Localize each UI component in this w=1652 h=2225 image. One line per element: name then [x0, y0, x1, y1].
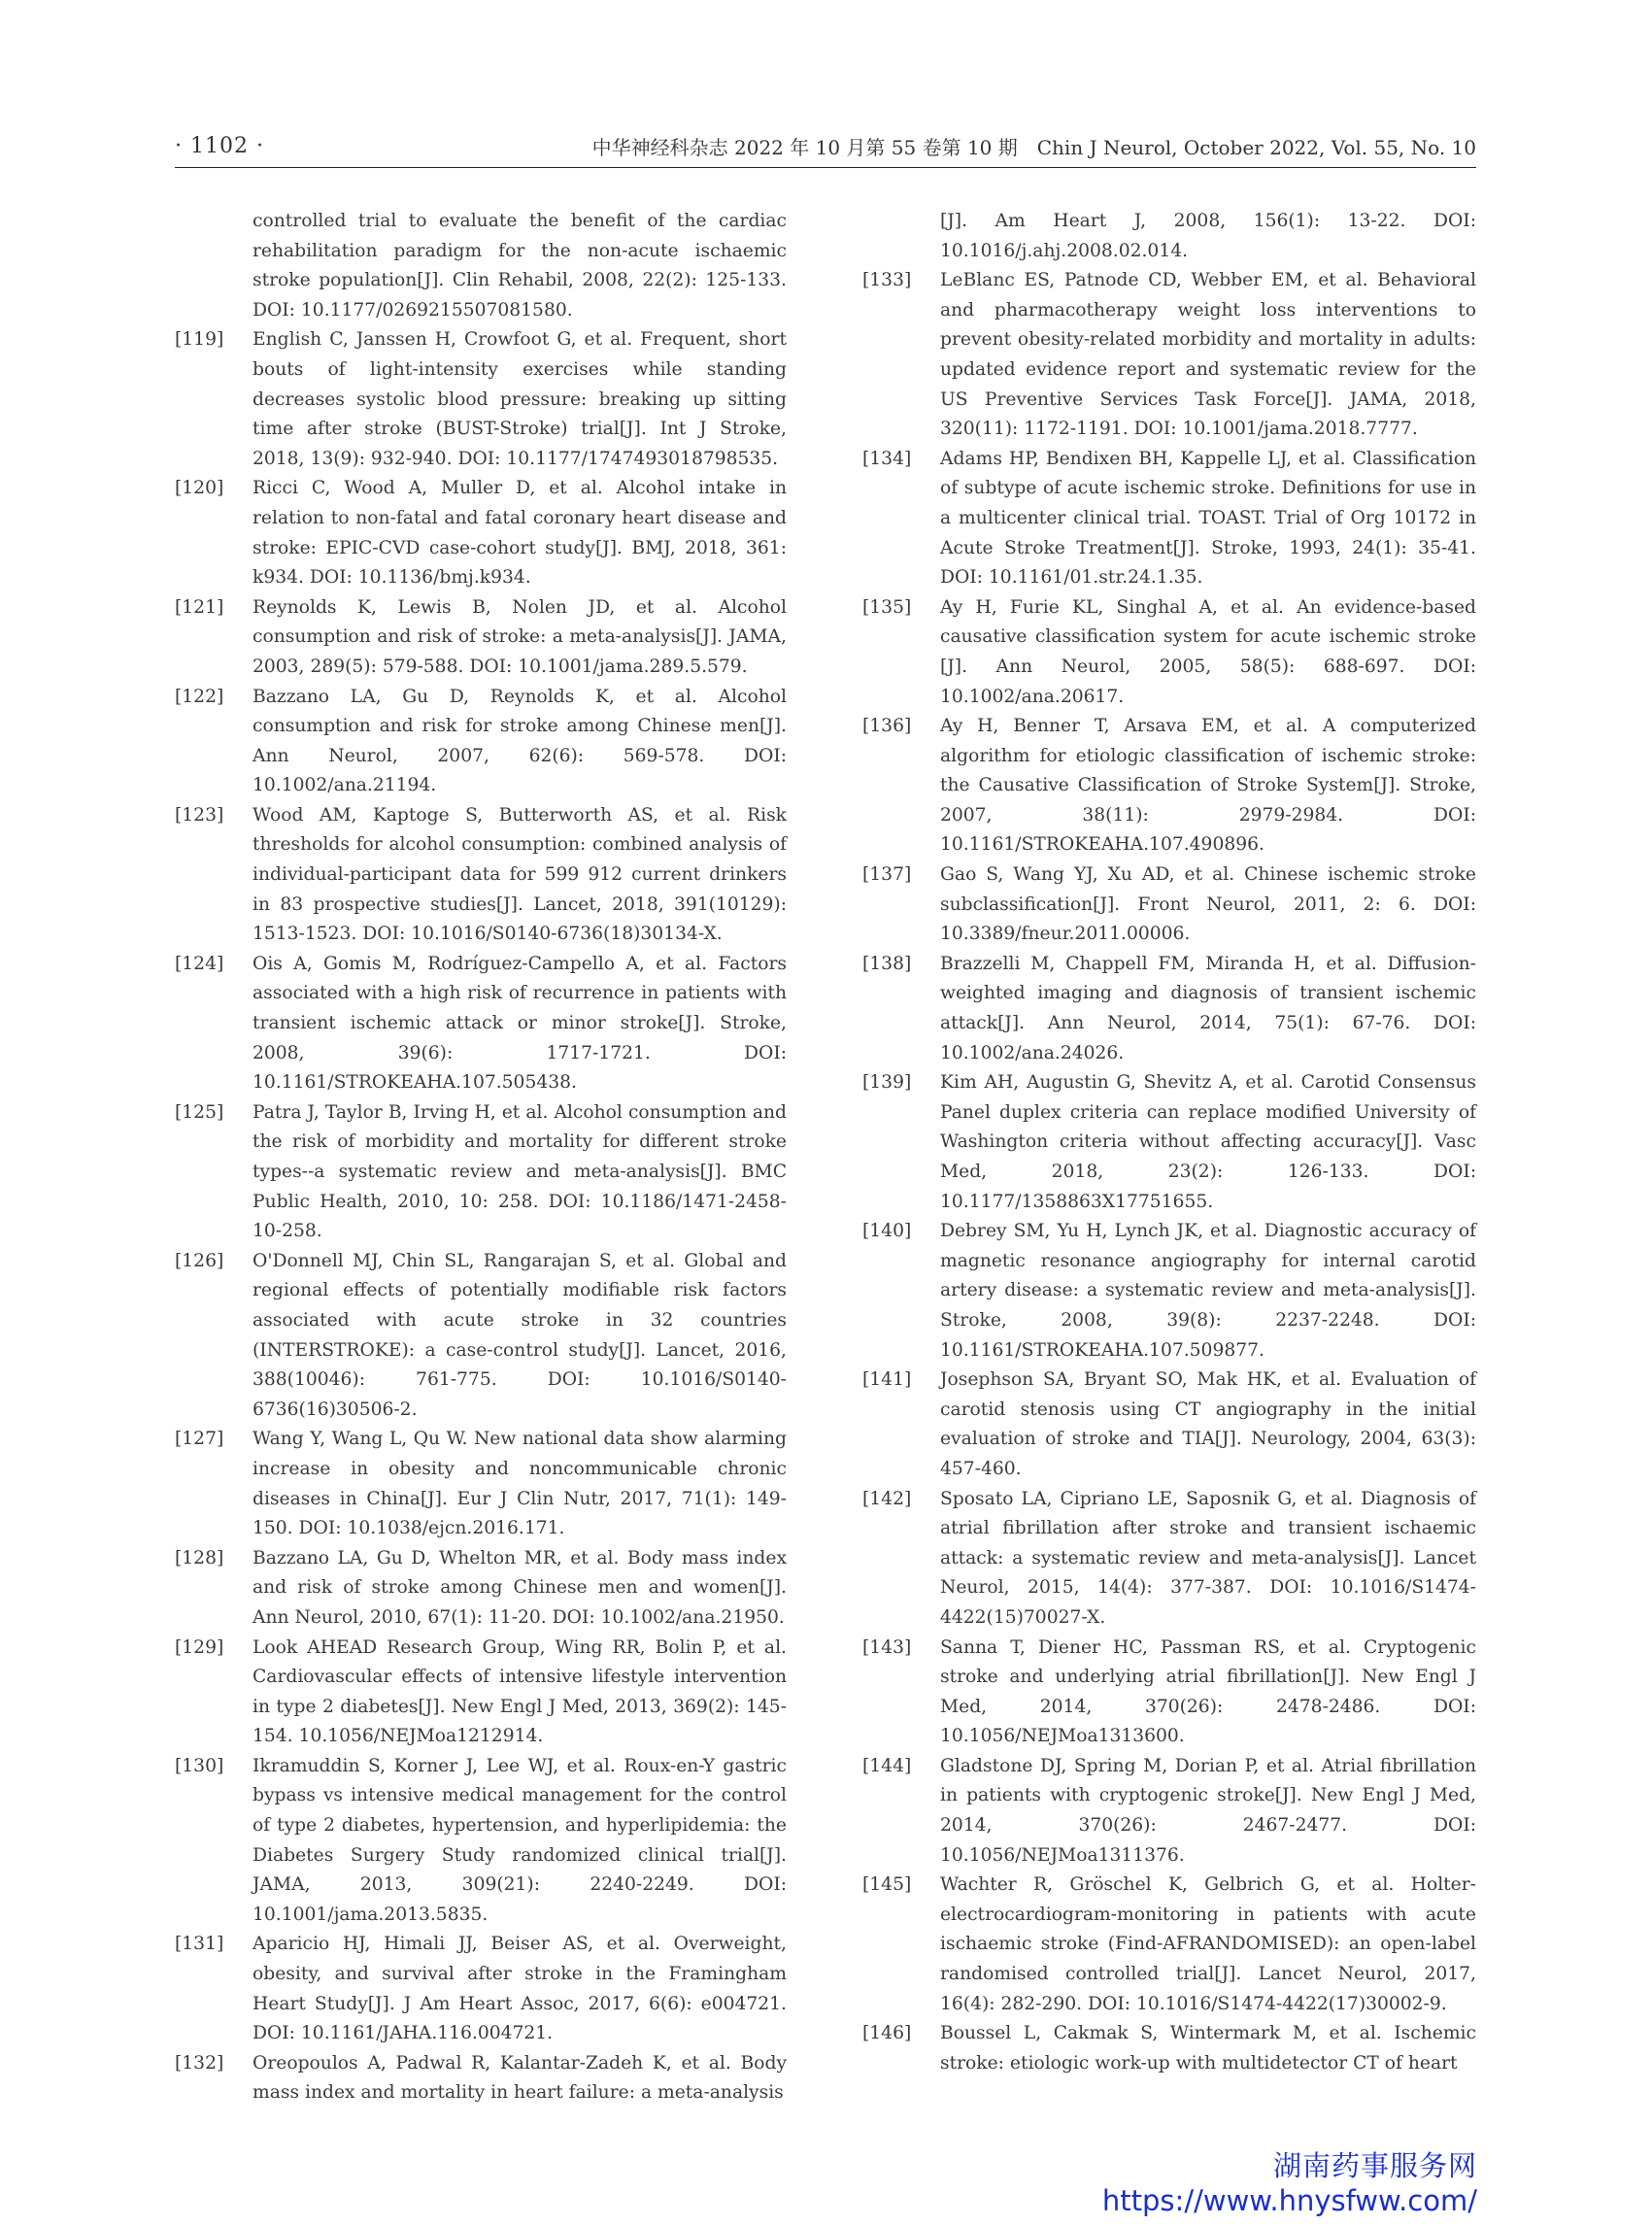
reference-entry — [175, 2049, 787, 2108]
reference-number: [135] — [862, 596, 912, 618]
reference-number: [131] — [175, 1934, 224, 1955]
reference-number: [134] — [862, 448, 912, 469]
reference-text: controlled trial to evaluate the benefit of the cardiac rehabilitation paradigm for the non-acute ischaemic stroke population[J]. Clin Rehabil, 2008, 22(2): 125-133. DOI: 10.1177/0269215507081580. — [253, 211, 787, 320]
reference-text: Boussel L, Cakmak S, Wintermark M, et al. Ischemic stroke: etiologic work-up with multidetector CT of heart — [940, 2023, 1476, 2073]
reference-text: Gladstone DJ, Spring M, Dorian P, et al. Atrial fibrillation in patients with cryptogenic stroke[J]. New Engl J Med, 2014, 370(26): 2467-2477. DOI: 10.1056/NEJMoa1311376. — [940, 1755, 1476, 1866]
reference-text: Ay H, Furie KL, Singhal A, et al. An evidence-based causative classification system for acute ischemic stroke [J]. Ann Neurol, 2005, 58(5): 688-697. DOI: 10.1002/ana.20617. — [940, 596, 1476, 707]
reference-number: [120] — [175, 478, 224, 499]
reference-number: [146] — [862, 2023, 912, 2044]
reference-text: [J]. Am Heart J, 2008, 156(1): 13-22. DOI: 10.1016/j.ahj.2008.02.014. — [940, 211, 1476, 261]
reference-number: [124] — [175, 953, 224, 974]
reference-entry — [175, 593, 787, 683]
reference-number: [122] — [175, 686, 224, 707]
reference-text: Look AHEAD Research Group, Wing RR, Bolin P, et al. Cardiovascular effects of intensive lifestyle intervention in type 2 diabetes[J]. New Engl J Med, 2013, 369(2): 145-154. 10.1056/NEJMoa1212914. — [253, 1636, 787, 1747]
reference-entry — [175, 1634, 787, 1752]
reference-text: Reynolds K, Lewis B, Nolen JD, et al. Alcohol consumption and risk of stroke: a meta-analysis[J]. JAMA, 2003, 289(5): 579-588. DOI: 10.1001/jama.289.5.579. — [253, 596, 787, 677]
reference-text: Wang Y, Wang L, Qu W. New national data show alarming increase in obesity and noncommunicable chronic diseases in China[J]. Eur J Clin Nutr, 2017, 71(1): 149-150. DOI: 10.1038/ejcn.2016.171. — [253, 1429, 787, 1539]
reference-entry — [175, 474, 787, 592]
reference-entry — [175, 1098, 787, 1247]
reference-number: [137] — [862, 864, 912, 886]
reference-entry — [862, 1068, 1476, 1217]
reference-entry — [862, 1365, 1476, 1484]
watermark — [1102, 2148, 1477, 2218]
reference-number: [138] — [862, 953, 912, 974]
reference-entry — [862, 1217, 1476, 1365]
reference-entry — [862, 860, 1476, 950]
reference-entry — [175, 1752, 787, 1931]
reference-text: Ricci C, Wood A, Muller D, et al. Alcohol intake in relation to non-fatal and fatal coronary heart disease and stroke: EPIC-CVD case-cohort study[J]. BMJ, 2018, 361: k934. DOI: 10.1136/bmj.k934. — [253, 478, 787, 589]
reference-text: Bazzano LA, Gu D, Whelton MR, et al. Body mass index and risk of stroke among Chinese men and women[J]. Ann Neurol, 2010, 67(1): 11-20. DOI: 10.1002/ana.21950. — [253, 1547, 787, 1628]
reference-entry — [175, 1544, 787, 1634]
page-number: · 1102 · — [175, 134, 264, 158]
reference-text: Adams HP, Bendixen BH, Kappelle LJ, et al. Classification of subtype of acute ischemic stroke. Definitions for use in a multicenter clinical trial. TOAST. Trial of Org 10172 in Acute Stroke Treatment[J]. Stroke, 1993, 24(1): 35-41. DOI: 10.1161/01.str.24.1.35. — [940, 448, 1476, 589]
reference-entry — [175, 683, 787, 801]
reference-text: English C, Janssen H, Crowfoot G, et al. Frequent, short bouts of light-intensity exercises while standing decreases systolic blood pressure: breaking up sitting time after stroke (BUST-Stroke) trial[J]. Int J Stroke, 2018, 13(9): 932-940. DOI: 10.1177/1747493018798535. — [253, 329, 787, 469]
reference-text: LeBlanc ES, Patnode CD, Webber EM, et al. Behavioral and pharmacotherapy weight loss interventions to prevent obesity-related morbidity and mortality in adults: updated evidence report and systematic review for the US Preventive Services Task Force[J]. JAMA, 2018, 320(11): 1172-1191. DOI: 10.1001/jama.2018.7777. — [940, 270, 1476, 440]
reference-entry — [175, 1247, 787, 1426]
reference-number: [133] — [862, 270, 912, 291]
reference-continuation — [862, 207, 1476, 266]
reference-text: Josephson SA, Bryant SO, Mak HK, et al. Evaluation of carotid stenosis using CT angiography in the initial evaluation of stroke and TIA[J]. Neurology, 2004, 63(3): 457-460. — [940, 1369, 1476, 1479]
reference-number: [130] — [175, 1755, 224, 1776]
reference-entry — [862, 1485, 1476, 1634]
reference-number: [141] — [862, 1369, 912, 1391]
reference-entry — [862, 266, 1476, 445]
reference-entry — [862, 1634, 1476, 1752]
reference-text: Patra J, Taylor B, Irving H, et al. Alcohol consumption and the risk of morbidity and mortality for different stroke types--a systematic review and meta-analysis[J]. BMC Public Health, 2010, 10: 258. DOI: 10.1186/1471-2458-10-258. — [253, 1101, 787, 1242]
journal-citation: 中华神经科杂志 2022 年 10 月第 55 卷第 10 期 Chin J Neurol, October 2022, Vol. 55, No. 10 — [591, 136, 1476, 159]
reference-number: [121] — [175, 596, 224, 618]
reference-number: [126] — [175, 1250, 224, 1271]
reference-text: Wachter R, Gröschel K, Gelbrich G, et al. Holter-electrocardiogram-monitoring in patients with acute ischaemic stroke (Find-AFRANDOMISED): an open-label randomised controlled trial[J]. Lancet Neurol, 2017, 16(4): 282-290. DOI: 10.1016/S1474-4422(17)30002-9. — [940, 1874, 1476, 2014]
reference-entry — [862, 712, 1476, 860]
reference-entry — [175, 1930, 787, 2048]
reference-number: [125] — [175, 1101, 224, 1123]
reference-entry — [862, 1752, 1476, 1871]
reference-continuation — [175, 207, 787, 325]
watermark-site-name: 湖南药事服务网 — [1272, 2149, 1477, 2182]
left-reference-column — [175, 207, 787, 2108]
reference-entry — [862, 593, 1476, 712]
reference-entry — [862, 445, 1476, 593]
reference-entry — [175, 950, 787, 1098]
reference-number: [119] — [175, 329, 224, 351]
reference-entry — [175, 801, 787, 950]
reference-entry — [175, 325, 787, 474]
reference-text: Ois A, Gomis M, Rodríguez-Campello A, et al. Factors associated with a high risk of recurrence in patients with transient ischemic attack or minor stroke[J]. Stroke, 2008, 39(6): 1717-1721. DOI: 10.1161/STROKEAHA.107.505438. — [253, 953, 787, 1094]
reference-text: Ikramuddin S, Korner J, Lee WJ, et al. Roux-en-Y gastric bypass vs intensive medical management for the control of type 2 diabetes, hypertension, and hyperlipidemia: the Diabetes Surgery Study randomized clinical trial[J]. JAMA, 2013, 309(21): 2240-2249. DOI: 10.1001/jama.2013.5835. — [253, 1755, 787, 1925]
running-header — [175, 132, 1476, 168]
reference-entry — [862, 2019, 1476, 2078]
reference-text: Ay H, Benner T, Arsava EM, et al. A computerized algorithm for etiologic classification of ischemic stroke: the Causative Classification of Stroke System[J]. Stroke, 2007, 38(11): 2979-2984. DOI: 10.1161/STROKEAHA.107.490896. — [940, 716, 1476, 856]
reference-number: [143] — [862, 1636, 912, 1658]
reference-number: [144] — [862, 1755, 912, 1776]
reference-number: [142] — [862, 1488, 912, 1509]
reference-text: Bazzano LA, Gu D, Reynolds K, et al. Alcohol consumption and risk for stroke among Chinese men[J]. Ann Neurol, 2007, 62(6): 569-578. DOI: 10.1002/ana.21194. — [253, 686, 787, 796]
reference-text: Debrey SM, Yu H, Lynch JK, et al. Diagnostic accuracy of magnetic resonance angiography for internal carotid artery disease: a systematic review and meta-analysis[J]. Stroke, 2008, 39(8): 2237-2248. DOI: 10.1161/STROKEAHA.107.509877. — [940, 1221, 1476, 1361]
reference-text: Gao S, Wang YJ, Xu AD, et al. Chinese ischemic stroke subclassification[J]. Front Neurol, 2011, 2: 6. DOI: 10.3389/fneur.2011.00006. — [940, 864, 1476, 945]
watermark-url[interactable]: https://www.hnysfww.com/ — [1101, 2184, 1477, 2217]
reference-text: Aparicio HJ, Himali JJ, Beiser AS, et al. Overweight, obesity, and survival after stroke in the Framingham Heart Study[J]. J Am Heart Assoc, 2017, 6(6): e004721. DOI: 10.1161/JAHA.116.004721. — [253, 1934, 787, 2044]
reference-text: O'Donnell MJ, Chin SL, Rangarajan S, et al. Global and regional effects of potentially modifiable risk factors associated with acute stroke in 32 countries (INTERSTROKE): a case-control study[J]. Lancet, 2016, 388(10046): 761-775. DOI: 10.1016/S0140-6736(16)30506-2. — [253, 1250, 787, 1420]
reference-text: Kim AH, Augustin G, Shevitz A, et al. Carotid Consensus Panel duplex criteria can replace modified University of Washington criteria without affecting accuracy[J]. Vasc Med, 2018, 23(2): 126-133. DOI: 10.1177/1358863X17751655. — [940, 1072, 1476, 1212]
reference-text: Sanna T, Diener HC, Passman RS, et al. Cryptogenic stroke and underlying atrial fibrillation[J]. New Engl J Med, 2014, 370(26): 2478-2486. DOI: 10.1056/NEJMoa1313600. — [940, 1636, 1476, 1747]
reference-number: [128] — [175, 1547, 224, 1568]
reference-entry — [175, 1425, 787, 1543]
reference-number: [136] — [862, 716, 912, 737]
reference-entry — [862, 1871, 1476, 2019]
reference-number: [140] — [862, 1221, 912, 1242]
reference-text: Oreopoulos A, Padwal R, Kalantar-Zadeh K, et al. Body mass index and mortality in heart failure: a meta-analysis — [253, 2052, 787, 2104]
reference-number: [123] — [175, 804, 224, 826]
reference-text: Brazzelli M, Chappell FM, Miranda H, et al. Diffusion-weighted imaging and diagnosis of transient ischemic attack[J]. Ann Neurol, 2014, 75(1): 67-76. DOI: 10.1002/ana.24026. — [940, 953, 1476, 1063]
reference-text: Wood AM, Kaptoge S, Butterworth AS, et al. Risk thresholds for alcohol consumption: combined analysis of individual-participant data for 599 912 current drinkers in 83 prospective studies[J]. Lancet, 2018, 391(10129): 1513-1523. DOI: 10.1016/S0140-6736(18)30134-X. — [253, 804, 787, 945]
reference-number: [139] — [862, 1072, 912, 1094]
reference-number: [145] — [862, 1874, 912, 1896]
reference-entry — [862, 950, 1476, 1068]
reference-number: [129] — [175, 1636, 224, 1658]
reference-number: [132] — [175, 2052, 224, 2073]
right-reference-column — [862, 207, 1476, 2078]
reference-number: [127] — [175, 1429, 224, 1450]
reference-text: Sposato LA, Cipriano LE, Saposnik G, et al. Diagnosis of atrial fibrillation after stroke and transient ischaemic attack: a systematic review and meta-analysis[J]. Lancet Neurol, 2015, 14(4): 377-387. DOI: 10.1016/S1474-4422(15)70027-X. — [940, 1488, 1476, 1628]
